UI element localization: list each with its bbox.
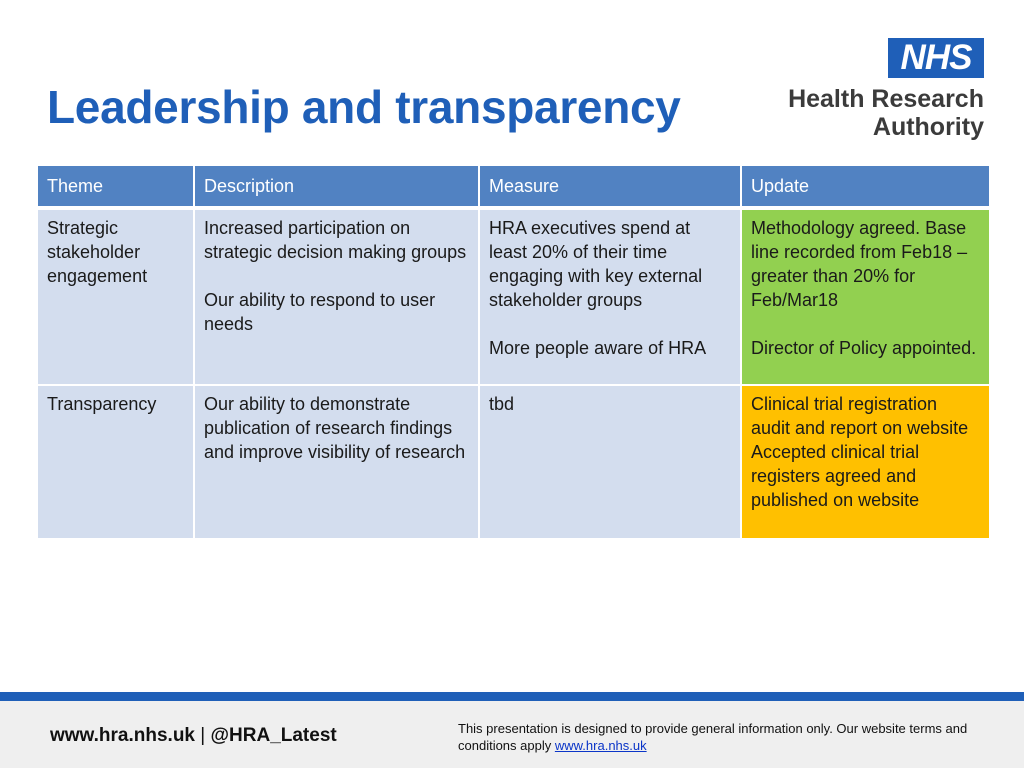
footer-website: www.hra.nhs.uk (50, 725, 195, 746)
header-description: Description (194, 165, 479, 207)
description-text-2: Our ability to respond to user needs (204, 290, 436, 334)
table-row (37, 385, 990, 539)
footer-website-link[interactable]: www.hra.nhs.uk (554, 738, 647, 753)
nhs-logo-box: NHS (888, 38, 984, 78)
footer-disclaimer (458, 720, 998, 754)
logo-line-2: Authority (872, 113, 984, 141)
header-measure: Measure (479, 165, 741, 207)
table-header-row (37, 165, 990, 207)
cell-description (194, 209, 479, 385)
slide-title: Leadership and transparency (47, 81, 681, 133)
cell-measure: tbd (479, 385, 741, 539)
update-text-2: Accepted clinical trial registers agreed and published on website (751, 442, 920, 510)
cell-theme: Transparency (37, 385, 194, 539)
update-text-2: Director of Policy appointed. (751, 338, 977, 358)
leadership-table (36, 164, 991, 540)
disclaimer-text: This presentation is designed to provide general information only. Our website terms and conditions apply (458, 721, 968, 753)
table-row (37, 209, 990, 385)
logo-line-1: Health Research (788, 85, 984, 113)
nhs-hra-logo (778, 38, 984, 144)
cell-update-status-amber (741, 385, 990, 539)
header-update: Update (741, 165, 990, 207)
measure-text-2: More people aware of HRA (489, 338, 707, 358)
footer-contact (50, 725, 337, 747)
update-text: Clinical trial registration audit and report on website (751, 394, 969, 438)
header-theme: Theme (37, 165, 194, 207)
measure-text: HRA executives spend at least 20% of their time engaging with key external stakeholder groups (489, 218, 703, 310)
footer-accent-bar (0, 692, 1024, 701)
description-text: Increased participation on strategic decision making groups (204, 218, 467, 262)
cell-theme: Strategic stakeholder engagement (37, 209, 194, 385)
cell-description: Our ability to demonstrate publication of research findings and improve visibility of research (194, 385, 479, 539)
footer-twitter-handle: @HRA_Latest (210, 725, 337, 746)
update-text: Methodology agreed. Base line recorded from Feb18 – greater than 20% for Feb/Mar18 (751, 218, 968, 310)
cell-update-status-green (741, 209, 990, 385)
footer (0, 701, 1024, 768)
cell-measure (479, 209, 741, 385)
footer-separator: | (200, 725, 206, 746)
